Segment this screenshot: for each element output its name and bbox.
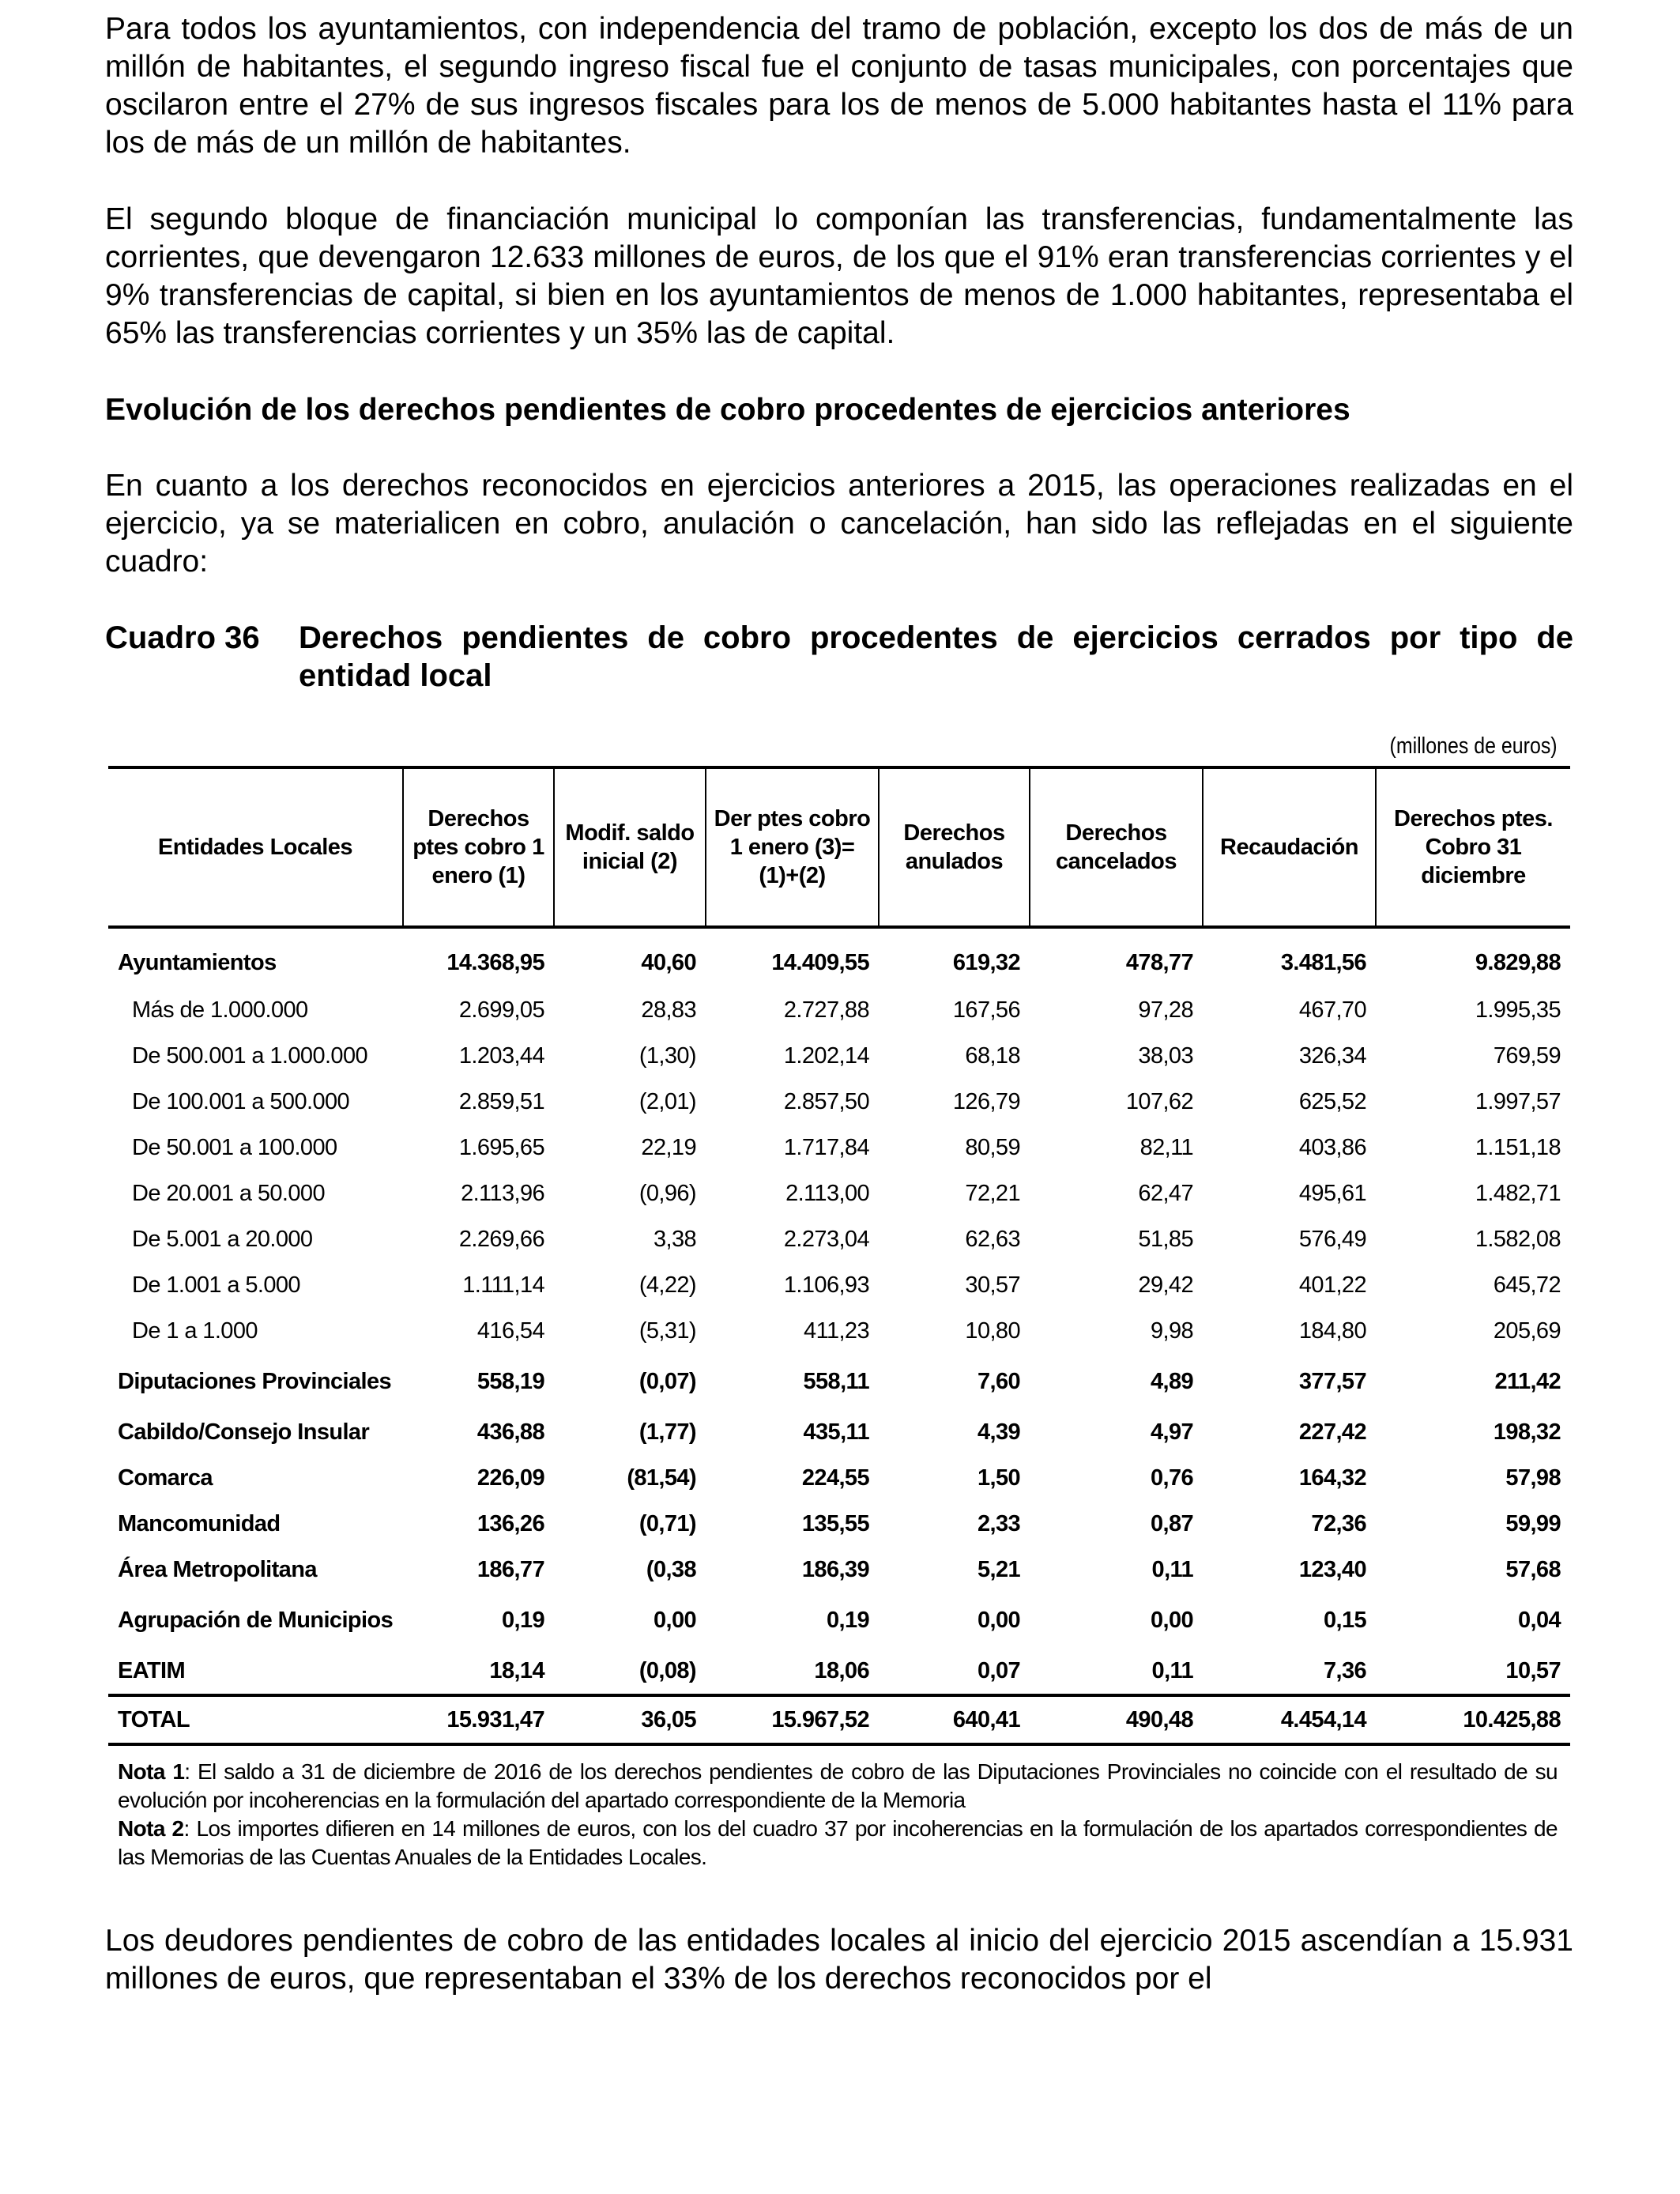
value-cell: 326,34 bbox=[1298, 1042, 1366, 1069]
paragraph-deudores: Los deudores pendientes de cobro de las entidades locales al inicio del ejercicio 2015 ascendían a 15.931 millones de euros, que representaban el 33% de los derechos reconocidos por el bbox=[105, 1924, 1573, 1996]
value-cell: 2.269,66 bbox=[458, 1226, 544, 1252]
row-label-cell: Agrupación de Municipios bbox=[118, 1608, 394, 1633]
value-cell: 59,99 bbox=[1505, 1510, 1561, 1536]
column-header: Modif. saldo inicial (2) bbox=[554, 767, 706, 927]
row-label-cell: Ayuntamientos bbox=[118, 949, 277, 975]
row-label-cell: Más de 1.000.000 bbox=[132, 997, 308, 1023]
value-cell: 495,61 bbox=[1298, 1180, 1366, 1206]
table-row bbox=[108, 1033, 1570, 1079]
value-cell: 576,49 bbox=[1298, 1226, 1366, 1252]
value-cell: 126,79 bbox=[952, 1088, 1020, 1114]
table-row bbox=[108, 1648, 1570, 1695]
value-cell: 1.203,44 bbox=[458, 1042, 544, 1069]
value-cell: 205,69 bbox=[1493, 1318, 1561, 1344]
value-cell: 640,41 bbox=[879, 1695, 1030, 1744]
value-cell: 7,36 bbox=[1323, 1657, 1366, 1683]
value-cell: 403,86 bbox=[1298, 1134, 1366, 1160]
value-cell: (0,96) bbox=[638, 1180, 696, 1206]
value-cell: 0,11 bbox=[1151, 1556, 1193, 1582]
value-cell: 416,54 bbox=[477, 1318, 544, 1344]
value-cell: 198,32 bbox=[1493, 1419, 1561, 1445]
table-row bbox=[108, 927, 1570, 987]
row-label-cell: De 1.001 a 5.000 bbox=[132, 1272, 300, 1298]
value-cell: 10.425,88 bbox=[1376, 1695, 1570, 1744]
value-cell: 135,55 bbox=[801, 1510, 869, 1536]
value-cell: 4,97 bbox=[1150, 1419, 1193, 1445]
value-cell: 57,68 bbox=[1505, 1556, 1561, 1582]
table-row bbox=[108, 1262, 1570, 1308]
value-cell: 167,56 bbox=[952, 997, 1020, 1023]
value-cell: 62,47 bbox=[1138, 1180, 1193, 1206]
value-cell: 558,19 bbox=[477, 1369, 544, 1394]
value-cell: 14.368,95 bbox=[446, 949, 544, 975]
value-cell: 1.997,57 bbox=[1475, 1088, 1561, 1114]
value-cell: 80,59 bbox=[965, 1134, 1020, 1160]
value-cell: 1.695,65 bbox=[458, 1134, 544, 1160]
value-cell: 1.202,14 bbox=[783, 1042, 869, 1069]
table-row bbox=[108, 1409, 1570, 1455]
table-row bbox=[108, 1547, 1570, 1593]
value-cell: 57,98 bbox=[1505, 1465, 1561, 1491]
value-cell: 0,11 bbox=[1151, 1657, 1193, 1683]
value-cell: 82,11 bbox=[1139, 1134, 1193, 1160]
value-cell: 3,38 bbox=[653, 1226, 696, 1252]
value-cell: 7,60 bbox=[977, 1369, 1020, 1394]
value-cell: (0,07) bbox=[638, 1369, 696, 1394]
value-cell: 467,70 bbox=[1298, 997, 1366, 1023]
value-cell: 619,32 bbox=[952, 949, 1020, 975]
value-cell: 18,14 bbox=[489, 1657, 544, 1683]
value-cell: 28,83 bbox=[641, 997, 696, 1023]
value-cell: 401,22 bbox=[1298, 1272, 1366, 1298]
value-cell: 97,28 bbox=[1138, 997, 1193, 1023]
value-cell: 558,11 bbox=[803, 1369, 869, 1394]
value-cell: 0,87 bbox=[1150, 1510, 1193, 1536]
value-cell: 68,18 bbox=[965, 1042, 1020, 1069]
value-cell: 1,50 bbox=[977, 1465, 1020, 1491]
table-row bbox=[108, 1354, 1570, 1409]
paragraph-tasas: Para todos los ayuntamientos, con independencia del tramo de población, excepto los dos de más de un millón de habitantes, el segundo ingreso fiscal fue el conjunto de tasas municipales, con porcentajes que oscilaron entre el 27% de sus ingresos fiscales para los de menos de 5.000 habitantes hasta el 11% para los de más de un millón de habitantes. bbox=[105, 12, 1573, 160]
value-cell: 1.582,08 bbox=[1475, 1226, 1561, 1252]
value-cell: 224,55 bbox=[801, 1465, 869, 1491]
table-row bbox=[108, 1171, 1570, 1216]
value-cell: 1.482,71 bbox=[1475, 1180, 1561, 1206]
row-label-cell: Mancomunidad bbox=[118, 1510, 281, 1536]
value-cell: 435,11 bbox=[803, 1419, 869, 1445]
value-cell: 36,05 bbox=[554, 1695, 706, 1744]
value-cell: 2.727,88 bbox=[783, 997, 869, 1023]
row-label-cell: Diputaciones Provinciales bbox=[118, 1369, 392, 1394]
row-label-cell: EATIM bbox=[118, 1657, 186, 1683]
table-row bbox=[108, 1216, 1570, 1262]
column-header: Derechos ptes cobro 1 enero (1) bbox=[403, 767, 554, 927]
table-row bbox=[108, 1501, 1570, 1547]
row-label-cell: De 100.001 a 500.000 bbox=[132, 1088, 350, 1114]
value-cell: 30,57 bbox=[965, 1272, 1020, 1298]
value-cell: 2.857,50 bbox=[783, 1088, 869, 1114]
row-label-cell: De 5.001 a 20.000 bbox=[132, 1226, 313, 1252]
value-cell: (1,30) bbox=[638, 1042, 696, 1069]
row-label-cell: Cabildo/Consejo Insular bbox=[118, 1419, 370, 1445]
row-label-cell: De 1 a 1.000 bbox=[132, 1318, 258, 1344]
value-cell: (0,38 bbox=[646, 1556, 696, 1582]
note-1 bbox=[118, 1758, 1558, 1815]
value-cell: 0,04 bbox=[1517, 1608, 1561, 1633]
paragraph-derechos-reconocidos: En cuanto a los derechos reconocidos en ejercicios anteriores a 2015, las operaciones realizadas en el ejercicio, ya se materialicen en cobro, anulación o cancelación, han sido las reflejadas en el siguiente cuadro: bbox=[105, 469, 1573, 579]
table-row bbox=[108, 1455, 1570, 1501]
row-label-cell: Comarca bbox=[118, 1465, 213, 1491]
value-cell: 1.111,14 bbox=[462, 1272, 544, 1298]
value-cell: 186,77 bbox=[477, 1556, 544, 1582]
note-2 bbox=[118, 1815, 1558, 1872]
column-header: Der ptes cobro 1 enero (3)= (1)+(2) bbox=[706, 767, 879, 927]
value-cell: (4,22) bbox=[638, 1272, 696, 1298]
row-label-cell: De 50.001 a 100.000 bbox=[132, 1134, 337, 1160]
value-cell: 22,19 bbox=[641, 1134, 696, 1160]
value-cell: 2.273,04 bbox=[783, 1226, 869, 1252]
table-notes bbox=[118, 1758, 1558, 1872]
value-cell: 227,42 bbox=[1298, 1419, 1366, 1445]
value-cell: 164,32 bbox=[1298, 1465, 1366, 1491]
value-cell: 2,33 bbox=[977, 1510, 1020, 1536]
table-body bbox=[108, 927, 1570, 1744]
value-cell: 10,57 bbox=[1505, 1657, 1561, 1683]
value-cell: 411,23 bbox=[804, 1318, 869, 1344]
column-header: Derechos anulados bbox=[879, 767, 1030, 927]
value-cell: 0,07 bbox=[977, 1657, 1020, 1683]
value-cell: 436,88 bbox=[477, 1419, 544, 1445]
value-cell: 186,39 bbox=[801, 1556, 869, 1582]
value-cell: 226,09 bbox=[477, 1465, 544, 1491]
value-cell: 123,40 bbox=[1298, 1556, 1366, 1582]
table-row bbox=[108, 1079, 1570, 1125]
value-cell: 38,03 bbox=[1138, 1042, 1193, 1069]
value-cell: (5,31) bbox=[638, 1318, 696, 1344]
value-cell: 478,77 bbox=[1125, 949, 1193, 975]
note-label: Nota 2 bbox=[118, 1816, 184, 1841]
value-cell: 645,72 bbox=[1493, 1272, 1561, 1298]
table-row bbox=[108, 987, 1570, 1033]
value-cell: 15.967,52 bbox=[706, 1695, 879, 1744]
value-cell: 15.931,47 bbox=[403, 1695, 554, 1744]
note-text: : El saldo a 31 de diciembre de 2016 de los derechos pendientes de cobro de las Diputaciones Provinciales no coincide con el resultado de su evolución por incoherencias en la formulación del apartado correspondiente de la Memoria bbox=[118, 1759, 1558, 1812]
value-cell: 4,39 bbox=[977, 1419, 1020, 1445]
value-cell: 4.454,14 bbox=[1203, 1695, 1376, 1744]
row-label-cell: TOTAL bbox=[108, 1695, 403, 1744]
value-cell: 2.699,05 bbox=[458, 997, 544, 1023]
value-cell: 0,00 bbox=[977, 1608, 1020, 1633]
value-cell: 184,80 bbox=[1298, 1318, 1366, 1344]
value-cell: (0,08) bbox=[638, 1657, 696, 1683]
value-cell: 625,52 bbox=[1298, 1088, 1366, 1114]
row-label-cell: De 500.001 a 1.000.000 bbox=[132, 1042, 368, 1069]
value-cell: (2,01) bbox=[638, 1088, 696, 1114]
column-header: Derechos cancelados bbox=[1030, 767, 1203, 927]
value-cell: 51,85 bbox=[1138, 1226, 1193, 1252]
value-cell: 18,06 bbox=[814, 1657, 869, 1683]
value-cell: 1.151,18 bbox=[1475, 1134, 1561, 1160]
value-cell: 29,42 bbox=[1138, 1272, 1193, 1298]
value-cell: 14.409,55 bbox=[771, 949, 869, 975]
value-cell: 0,76 bbox=[1150, 1465, 1193, 1491]
paragraph-transferencias: El segundo bloque de financiación municipal lo componían las transferencias, fundamentalmente las corrientes, que devengaron 12.633 millones de euros, de los que el 91% eran transferencias corrientes y el 9% transferencias de capital, si bien en los ayuntamientos de menos de 1.000 habitantes, representaba el 65% las transferencias corrientes y un 35% las de capital. bbox=[105, 202, 1573, 350]
value-cell: 490,48 bbox=[1030, 1695, 1203, 1744]
note-label: Nota 1 bbox=[118, 1759, 185, 1784]
table-title: Derechos pendientes de cobro procedentes de ejercicios cerrados por tipo de entidad local bbox=[299, 620, 1573, 693]
value-cell: 0,15 bbox=[1323, 1608, 1366, 1633]
value-cell: 0,19 bbox=[501, 1608, 544, 1633]
row-label-cell: Área Metropolitana bbox=[118, 1556, 317, 1582]
column-header: Derechos ptes. Cobro 31 diciembre bbox=[1376, 767, 1570, 927]
value-cell: 1.995,35 bbox=[1475, 997, 1561, 1023]
value-cell: 2.113,00 bbox=[785, 1180, 869, 1206]
row-label-cell: De 20.001 a 50.000 bbox=[132, 1180, 325, 1206]
value-cell: 0,00 bbox=[653, 1608, 696, 1633]
table-total-row bbox=[108, 1695, 1570, 1744]
value-cell: 107,62 bbox=[1125, 1088, 1193, 1114]
value-cell: 9,98 bbox=[1150, 1318, 1193, 1344]
value-cell: 1.717,84 bbox=[783, 1134, 869, 1160]
value-cell: 2.113,96 bbox=[461, 1180, 544, 1206]
value-cell: 1.106,93 bbox=[783, 1272, 869, 1298]
derechos-pendientes-table bbox=[108, 766, 1570, 1746]
value-cell: 0,00 bbox=[1150, 1608, 1193, 1633]
value-cell: (81,54) bbox=[627, 1465, 696, 1491]
value-cell: 40,60 bbox=[641, 949, 696, 975]
value-cell: 10,80 bbox=[965, 1318, 1020, 1344]
value-cell: 2.859,51 bbox=[458, 1088, 544, 1114]
table-row bbox=[108, 1593, 1570, 1648]
value-cell: 9.829,88 bbox=[1475, 949, 1561, 975]
value-cell: (0,71) bbox=[638, 1510, 696, 1536]
section-heading: Evolución de los derechos pendientes de cobro procedentes de ejercicios anteriores bbox=[105, 393, 1350, 427]
column-header: Recaudación bbox=[1203, 767, 1376, 927]
table-number: Cuadro 36 bbox=[105, 620, 260, 655]
value-cell: 4,89 bbox=[1150, 1369, 1193, 1394]
value-cell: 62,63 bbox=[965, 1226, 1020, 1252]
table-row bbox=[108, 1125, 1570, 1171]
value-cell: 5,21 bbox=[977, 1556, 1020, 1582]
value-cell: 3.481,56 bbox=[1280, 949, 1366, 975]
table-units: (millones de euros) bbox=[1389, 733, 1558, 759]
value-cell: 72,36 bbox=[1311, 1510, 1366, 1536]
value-cell: 211,42 bbox=[1494, 1369, 1561, 1394]
value-cell: 136,26 bbox=[477, 1510, 544, 1536]
value-cell: 0,19 bbox=[826, 1608, 869, 1633]
table-row bbox=[108, 1308, 1570, 1354]
value-cell: (1,77) bbox=[638, 1419, 696, 1445]
column-header: Entidades Locales bbox=[108, 767, 403, 927]
note-text: : Los importes difieren en 14 millones de euros, con los del cuadro 37 por incoherencias en la formulación de los apartados correspondientes de las Memorias de las Cuentas Anuales de la Entidades Locales. bbox=[118, 1816, 1558, 1869]
value-cell: 769,59 bbox=[1493, 1042, 1561, 1069]
table-header-row bbox=[108, 767, 1570, 927]
value-cell: 72,21 bbox=[965, 1180, 1020, 1206]
value-cell: 377,57 bbox=[1298, 1369, 1366, 1394]
